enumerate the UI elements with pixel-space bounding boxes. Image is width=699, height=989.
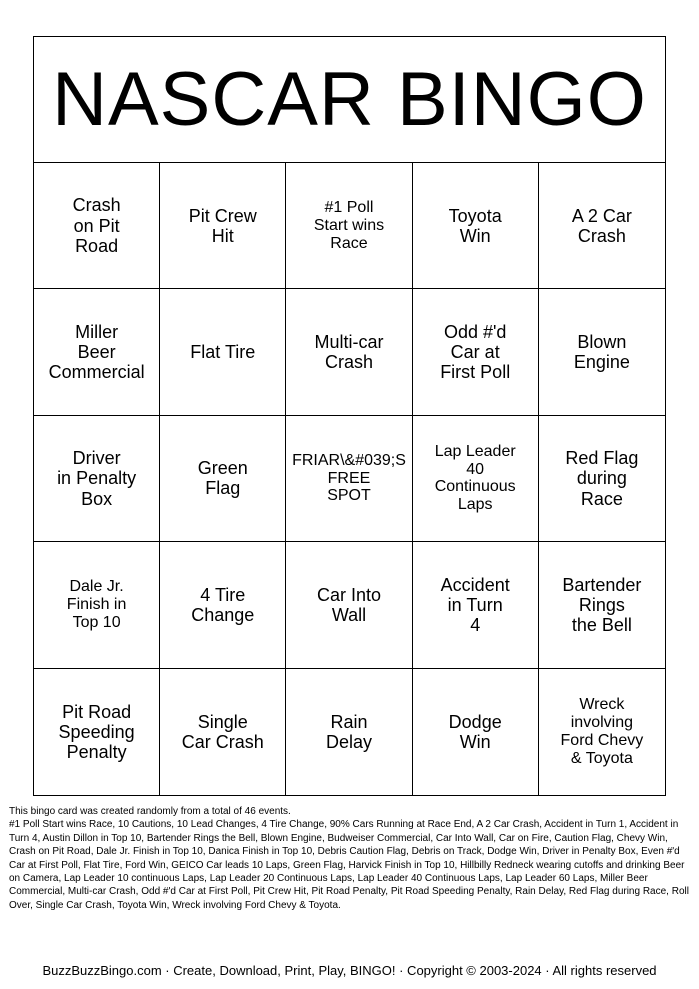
bingo-cell[interactable] <box>34 416 160 542</box>
bingo-cell-text: Car Into Wall <box>316 584 381 625</box>
bingo-cell-text: Toyota Win <box>448 205 502 246</box>
bingo-cell-text: Lap Leader 40 Continuous Laps <box>434 442 516 514</box>
bingo-cell[interactable] <box>34 163 160 289</box>
bingo-cell-text: #1 Poll Start wins Race <box>313 198 385 252</box>
bingo-cell[interactable] <box>286 416 412 542</box>
bingo-cell[interactable] <box>160 416 286 542</box>
bingo-cell-text: Accident in Turn 4 <box>440 574 510 635</box>
bingo-cell[interactable] <box>34 669 160 795</box>
bingo-cell-text: Miller Beer Commercial <box>48 321 145 383</box>
bingo-cell-text: Blown Engine <box>573 331 630 373</box>
bingo-cell[interactable] <box>286 163 412 289</box>
bingo-cell[interactable] <box>539 289 665 415</box>
site-footer: BuzzBuzzBingo.com · Create, Download, Print, Play, BINGO! · Copyright © 2003-2024 · All rights reserved <box>42 963 657 978</box>
bingo-cell-text: Red Flag during Race <box>565 448 639 509</box>
bingo-grid <box>34 163 665 795</box>
bingo-card <box>33 36 666 796</box>
bingo-cell[interactable] <box>413 416 539 542</box>
bingo-cell[interactable] <box>539 163 665 289</box>
bingo-cell[interactable] <box>286 669 412 795</box>
bingo-cell[interactable] <box>413 542 539 668</box>
event-list: #1 Poll Start wins Race, 10 Cautions, 10 Lead Changes, 4 Tire Change, 90% Cars Running at Race End, A 2 Car Crash, Accident in Turn 1, Accident in Turn 4, Austin Dillon in Top 10, Bartender Rings the Bell, Blown Engine, Budweiser Commercial, Car Into Wall, Car on Fire, Caution Flag, Chevy Win, Crash on Pit Road, Dale Jr. Finish in Top 10, Danica Finish in Top 10, Debris Caution Flag, Debris on Track, Dodge Win, Driver in Penalty Box, Even #'d Car at First Poll, Flat Tire, Ford Win, GEICO Car leads 10 Laps, Green Flag, Harvick Finish in Top 10, Hillbilly Redneck wearing cutoffs and drinking Beer on Camera, Lap Leader 10 continuous Laps, Lap Leader 20 Continuous Laps, Lap Leader 40 Continuous Laps, Lap Leader 60 Laps, Miller Beer Commercial, Multi-car Crash, Odd #'d Car at First Poll, Pit Crew Hit, Pit Road Penalty, Pit Road Speeding Penalty, Rain Delay, Red Flag during Race, Roll Over, Single Car Crash, Toyota Win, Wreck involving Ford Chevy & Toyota. <box>9 819 689 911</box>
bingo-cell-text: Driver in Penalty Box <box>57 448 137 509</box>
bingo-cell-text: A 2 Car Crash <box>571 205 632 246</box>
bingo-cell-text: Pit Crew Hit <box>188 205 257 246</box>
bingo-cell-text: Dale Jr. Finish in Top 10 <box>66 578 127 631</box>
bingo-cell-text: Wreck involving Ford Chevy & Toyota <box>560 695 644 767</box>
event-info <box>9 805 691 912</box>
bingo-cell[interactable] <box>413 289 539 415</box>
bingo-cell[interactable] <box>160 669 286 795</box>
bingo-cell[interactable] <box>160 542 286 668</box>
bingo-cell-text: Odd #'d Car at First Poll <box>440 321 511 383</box>
bingo-cell-text: Pit Road Speeding Penalty <box>58 701 135 762</box>
bingo-cell-text: Single Car Crash <box>181 711 264 752</box>
bingo-cell-text: Rain Delay <box>325 711 372 752</box>
bingo-cell-text: Green Flag <box>197 458 248 499</box>
bingo-cell[interactable] <box>34 289 160 415</box>
bingo-cell-text: FRIAR\&#039;S FREE SPOT <box>292 451 406 505</box>
bingo-cell[interactable] <box>34 542 160 668</box>
bingo-cell-text: Dodge Win <box>448 711 502 752</box>
bingo-cell[interactable] <box>160 163 286 289</box>
bingo-cell[interactable] <box>413 669 539 795</box>
bingo-cell[interactable] <box>160 289 286 415</box>
bingo-cell[interactable] <box>286 289 412 415</box>
bingo-cell-text: 4 Tire Change <box>191 584 255 625</box>
bingo-cell[interactable] <box>539 416 665 542</box>
bingo-cell-text: Multi-car Crash <box>314 331 384 373</box>
bingo-cell[interactable] <box>539 669 665 795</box>
card-title: NASCAR BINGO <box>34 37 665 163</box>
bingo-cell[interactable] <box>413 163 539 289</box>
bingo-cell[interactable] <box>286 542 412 668</box>
bingo-cell[interactable] <box>539 542 665 668</box>
event-count-note: This bingo card was created randomly from a total of 46 events. <box>9 806 291 817</box>
bingo-cell-text: Crash on Pit Road <box>72 195 121 256</box>
bingo-cell-text: Flat Tire <box>190 342 256 363</box>
bingo-cell-text: Bartender Rings the Bell <box>562 574 642 635</box>
